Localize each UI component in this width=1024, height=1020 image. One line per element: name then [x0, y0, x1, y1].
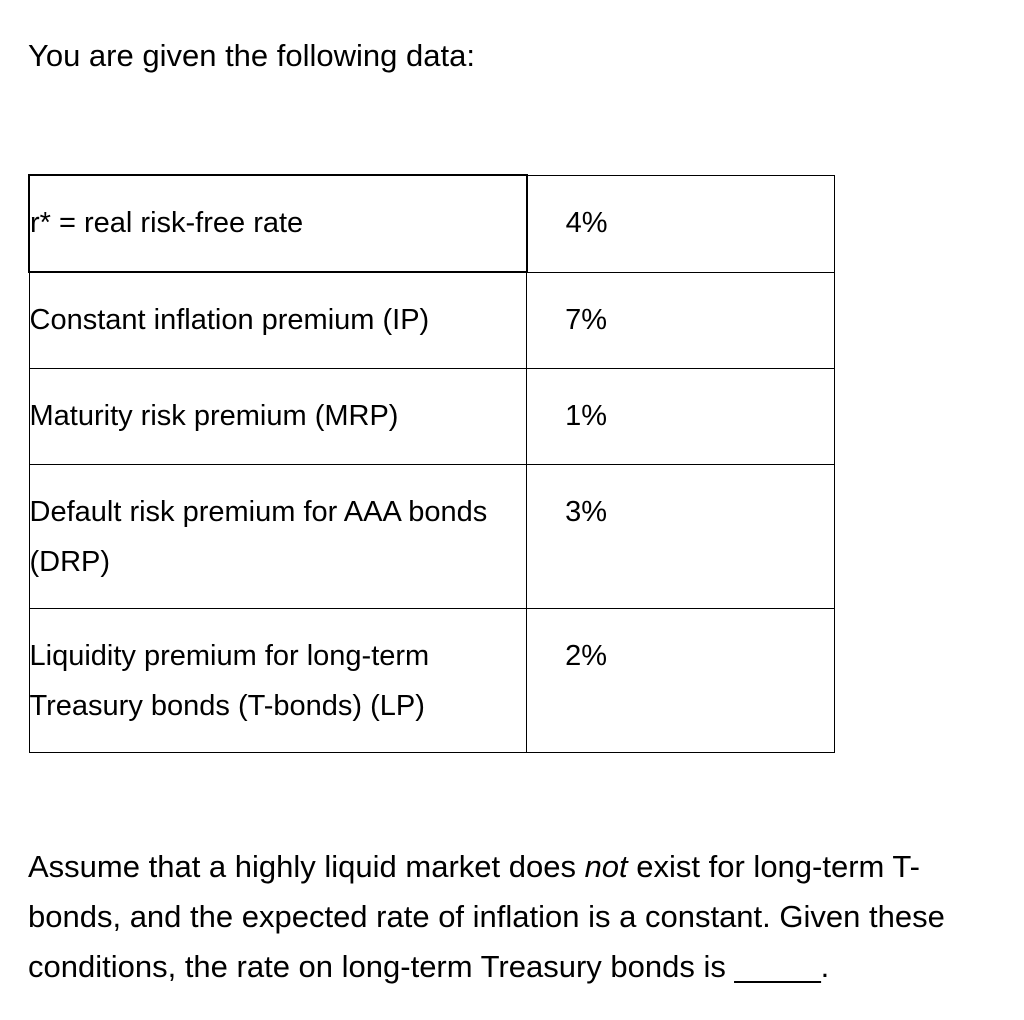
row-value-cell: [527, 369, 835, 465]
table-row: [29, 369, 835, 465]
row-label-cell: [29, 272, 527, 369]
row-value: 4%: [565, 206, 608, 239]
question-text: [28, 842, 998, 992]
question-part-2: exist for long-term T-bonds, and the expected rate of inflation is a constant. Given these conditions, the rate on long-term Treasury bonds is _____.: [28, 849, 945, 984]
table-row: [29, 609, 835, 753]
row-label-cell: [29, 465, 527, 609]
row-value-cell: [527, 272, 835, 369]
row-value: 3%: [565, 496, 608, 528]
question-emphasis: not: [584, 849, 628, 884]
row-value-cell: [527, 175, 835, 272]
row-label-cell: [29, 369, 527, 465]
table-row: [29, 465, 835, 609]
row-label-cell: [29, 175, 527, 272]
intro-text: You are given the following data:: [28, 38, 475, 73]
row-label: Liquidity premium for long-term Treasury bonds (T-bonds) (LP): [29, 640, 430, 722]
row-value: 7%: [565, 303, 608, 336]
table-row: [29, 272, 835, 369]
row-label: Constant inflation premium (IP): [29, 304, 430, 336]
table-row: [29, 175, 835, 272]
row-value: 2%: [565, 640, 608, 672]
row-value-cell: [527, 465, 835, 609]
row-label-cell: [29, 609, 527, 753]
row-label: Maturity risk premium (MRP): [29, 400, 399, 432]
question-part-1: Assume that a highly liquid market does: [28, 849, 585, 884]
row-value: 1%: [565, 400, 608, 432]
row-value-cell: [527, 609, 835, 753]
row-label: r* = real risk-free rate: [30, 207, 304, 239]
row-label: Default risk premium for AAA bonds (DRP): [29, 496, 488, 578]
data-table: [28, 174, 835, 753]
